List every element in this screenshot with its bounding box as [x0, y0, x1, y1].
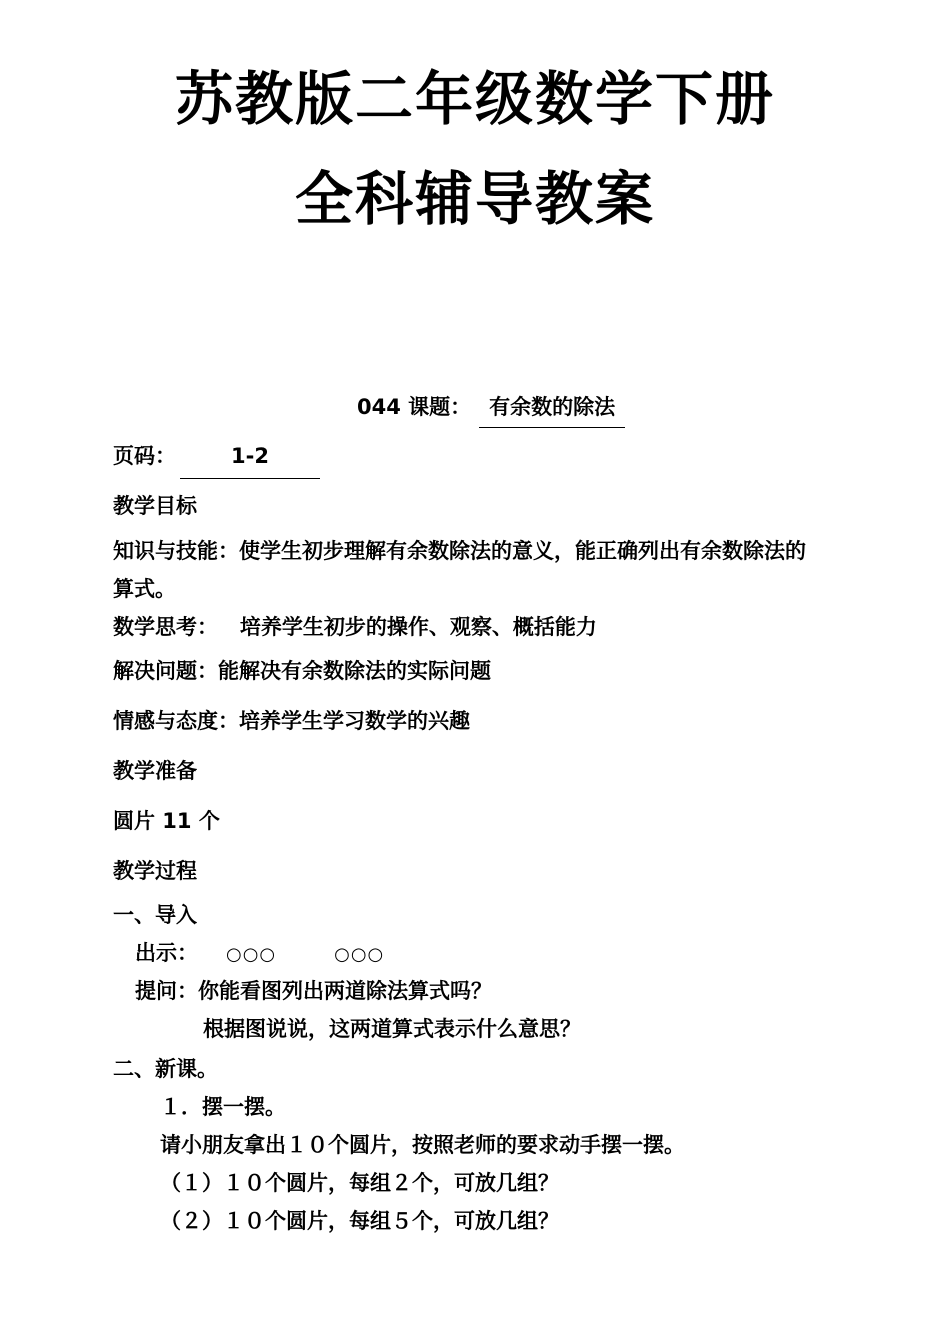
section2-sub1: １．摆一摆。 — [160, 1095, 286, 1119]
section2-question2: （２）１０个圆片，每组５个，可放几组？ — [160, 1209, 559, 1233]
section2-heading: 二、新课。 — [113, 1057, 218, 1081]
goal-knowledge-line2: 算式。 — [113, 577, 176, 601]
circle-group-a: ○○○ — [226, 944, 277, 965]
page-number-label: 页码： — [113, 444, 176, 468]
document-title-line2: 全科辅导教案 — [294, 165, 655, 233]
goals-heading: 教学目标 — [113, 494, 197, 518]
question-ask: 提问：你能看图列出两道除法算式吗？ — [135, 979, 492, 1003]
lesson-topic-label: 044 课题： — [357, 395, 472, 419]
question-ask-followup: 根据图说说，这两道算式表示什么意思？ — [203, 1017, 581, 1041]
page-number-value: 1-2 — [180, 442, 320, 479]
circle-group-b: ○○○ — [334, 944, 385, 965]
show-label: 出示： — [135, 941, 198, 965]
document-title-line1: 苏教版二年级数学下册 — [174, 65, 775, 133]
lesson-topic-value: 有余数的除法 — [479, 393, 625, 428]
process-heading: 教学过程 — [113, 859, 197, 883]
goal-solving: 解决问题：能解决有余数除法的实际问题 — [113, 659, 491, 683]
lesson-topic — [357, 393, 625, 428]
goal-knowledge-line1: 知识与技能：使学生初步理解有余数除法的意义，能正确列出有余数除法的 — [113, 539, 806, 563]
show-line — [135, 939, 384, 969]
section2-question1: （１）１０个圆片，每组２个，可放几组？ — [160, 1171, 559, 1195]
goal-feeling: 情感与态度：培养学生学习数学的兴趣 — [113, 709, 470, 733]
page-number — [113, 442, 320, 479]
section1-heading: 一、导入 — [113, 903, 197, 927]
section2-request: 请小朋友拿出１０个圆片，按照老师的要求动手摆一摆。 — [160, 1133, 685, 1157]
preparation-item: 圆片 11 个 — [113, 809, 220, 833]
preparation-heading: 教学准备 — [113, 759, 197, 783]
goal-thinking: 数学思考： 培养学生初步的操作、观察、概括能力 — [113, 615, 597, 639]
